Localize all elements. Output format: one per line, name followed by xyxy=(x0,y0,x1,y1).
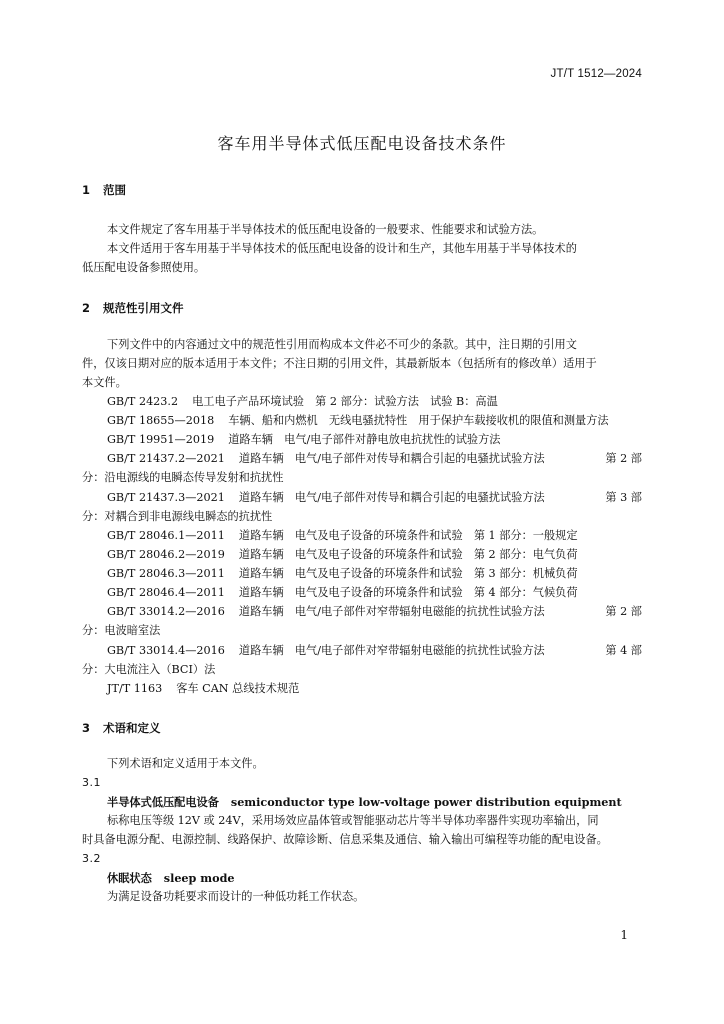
section-1-paragraph-2-line-2: 低压配电设备参照使用。 xyxy=(82,261,206,274)
section-2-title: 规范性引用文件 xyxy=(103,301,184,315)
standard-number: JT/T 1512—2024 xyxy=(550,68,642,80)
reference-code: GB/T 28046.4—2011 xyxy=(107,586,225,599)
term-3-2-number: 3.2 xyxy=(82,852,101,865)
section-2-number: 2 xyxy=(82,301,91,315)
section-1-number: 1 xyxy=(82,183,91,197)
reference-code: GB/T 33014.2—2016 xyxy=(107,605,225,618)
section-3-heading xyxy=(82,720,161,736)
term-3-1-chinese: 半导体式低压配电设备 xyxy=(107,795,219,809)
reference-code: GB/T 21437.2—2021 xyxy=(107,452,225,465)
reference-text: 道路车辆 电气/电子部件对传导和耦合引起的电骚扰试验方法 xyxy=(238,491,545,504)
reference-code: JT/T 1163 xyxy=(107,682,163,695)
reference-text: 道路车辆 电气/电子部件对窄带辐射电磁能的抗扰性试验方法 xyxy=(238,644,545,657)
reference-text: 道路车辆 电气及电子设备的环境条件和试验 第 1 部分：一般规定 xyxy=(238,529,578,542)
section-3-title: 术语和定义 xyxy=(103,721,161,735)
reference-item xyxy=(107,491,642,505)
reference-item xyxy=(107,529,642,543)
reference-continuation: 分：沿电源线的电瞬态传导发射和抗扰性 xyxy=(82,471,284,484)
section-2-heading xyxy=(82,300,184,316)
reference-item xyxy=(107,682,642,696)
section-2-intro-line-3: 本文件。 xyxy=(82,376,127,389)
page-number: 1 xyxy=(620,928,628,942)
reference-text: 道路车辆 电气/电子部件对静电放电抗扰性的试验方法 xyxy=(228,433,501,446)
reference-code: GB/T 18655—2018 xyxy=(107,414,215,427)
section-3-number: 3 xyxy=(82,721,91,735)
section-3-intro: 下列术语和定义适用于本文件。 xyxy=(107,757,264,770)
reference-item xyxy=(107,605,642,619)
reference-text: 道路车辆 电气及电子设备的环境条件和试验 第 3 部分：机械负荷 xyxy=(238,567,578,580)
reference-text: 客车 CAN 总线技术规范 xyxy=(176,682,300,695)
term-3-2-definition: 为满足设备功耗要求而设计的一种低功耗工作状态。 xyxy=(107,890,365,903)
reference-code: GB/T 28046.2—2019 xyxy=(107,548,225,561)
reference-part: 第 2 部 xyxy=(605,605,642,618)
reference-continuation: 分：电波暗室法 xyxy=(82,624,161,637)
reference-code: GB/T 33014.4—2016 xyxy=(107,644,225,657)
term-3-2-english: sleep mode xyxy=(163,871,235,885)
term-3-1-definition-line-2: 时具备电源分配、电源控制、线路保护、故障诊断、信息采集及通信、输入输出可编程等功能的配电设备。 xyxy=(82,833,608,846)
document-title: 客车用半导体式低压配电设备技术条件 xyxy=(217,134,507,153)
reference-item xyxy=(107,548,642,562)
term-3-1-number: 3.1 xyxy=(82,776,101,789)
term-3-1-definition-line-1: 标称电压等级 12V 或 24V，采用场效应晶体管或智能驱动芯片等半导体功率器件实现功率输出，同 xyxy=(107,814,599,827)
reference-item xyxy=(107,452,642,466)
reference-text: 道路车辆 电气/电子部件对窄带辐射电磁能的抗扰性试验方法 xyxy=(238,605,545,618)
reference-code: GB/T 21437.3—2021 xyxy=(107,491,225,504)
reference-text: 车辆、船和内燃机 无线电骚扰特性 用于保护车载接收机的限值和测量方法 xyxy=(228,414,609,427)
section-1-heading xyxy=(82,182,126,198)
reference-part: 第 4 部 xyxy=(605,644,642,657)
reference-continuation: 分：大电流注入（BCI）法 xyxy=(82,663,216,676)
reference-code: GB/T 19951—2019 xyxy=(107,433,215,446)
term-3-1-title xyxy=(107,795,622,809)
reference-item xyxy=(107,433,642,447)
reference-item xyxy=(107,395,642,409)
reference-part: 第 2 部 xyxy=(605,452,642,465)
reference-item xyxy=(107,567,642,581)
reference-item xyxy=(107,414,642,428)
term-3-2-title xyxy=(107,871,235,885)
reference-code: GB/T 2423.2 xyxy=(107,395,179,408)
reference-text: 道路车辆 电气及电子设备的环境条件和试验 第 4 部分：气候负荷 xyxy=(238,586,578,599)
reference-item xyxy=(107,644,642,658)
reference-code: GB/T 28046.3—2011 xyxy=(107,567,225,580)
section-1-paragraph-2-line-1: 本文件适用于客车用基于半导体技术的低压配电设备的设计和生产，其他车用基于半导体技术的 xyxy=(107,242,577,255)
reference-code: GB/T 28046.1—2011 xyxy=(107,529,225,542)
reference-text: 电工电子产品环境试验 第 2 部分：试验方法 试验 B：高温 xyxy=(192,395,498,408)
section-1-title: 范围 xyxy=(103,183,126,197)
section-2-intro-line-1: 下列文件中的内容通过文中的规范性引用而构成本文件必不可少的条款。其中，注日期的引用文 xyxy=(107,338,577,351)
reference-part: 第 3 部 xyxy=(605,491,642,504)
section-1-paragraph-1: 本文件规定了客车用基于半导体技术的低压配电设备的一般要求、性能要求和试验方法。 xyxy=(107,223,544,236)
reference-continuation: 分：对耦合到非电源线电瞬态的抗扰性 xyxy=(82,510,273,523)
term-3-1-english: semiconductor type low-voltage power distribution equipment xyxy=(230,795,622,809)
term-3-2-chinese: 休眠状态 xyxy=(107,871,152,885)
reference-item xyxy=(107,586,642,600)
reference-text: 道路车辆 电气/电子部件对传导和耦合引起的电骚扰试验方法 xyxy=(238,452,545,465)
reference-text: 道路车辆 电气及电子设备的环境条件和试验 第 2 部分：电气负荷 xyxy=(238,548,578,561)
section-2-intro-line-2: 件，仅该日期对应的版本适用于本文件；不注日期的引用文件，其最新版本（包括所有的修改单）适用于 xyxy=(82,357,597,370)
